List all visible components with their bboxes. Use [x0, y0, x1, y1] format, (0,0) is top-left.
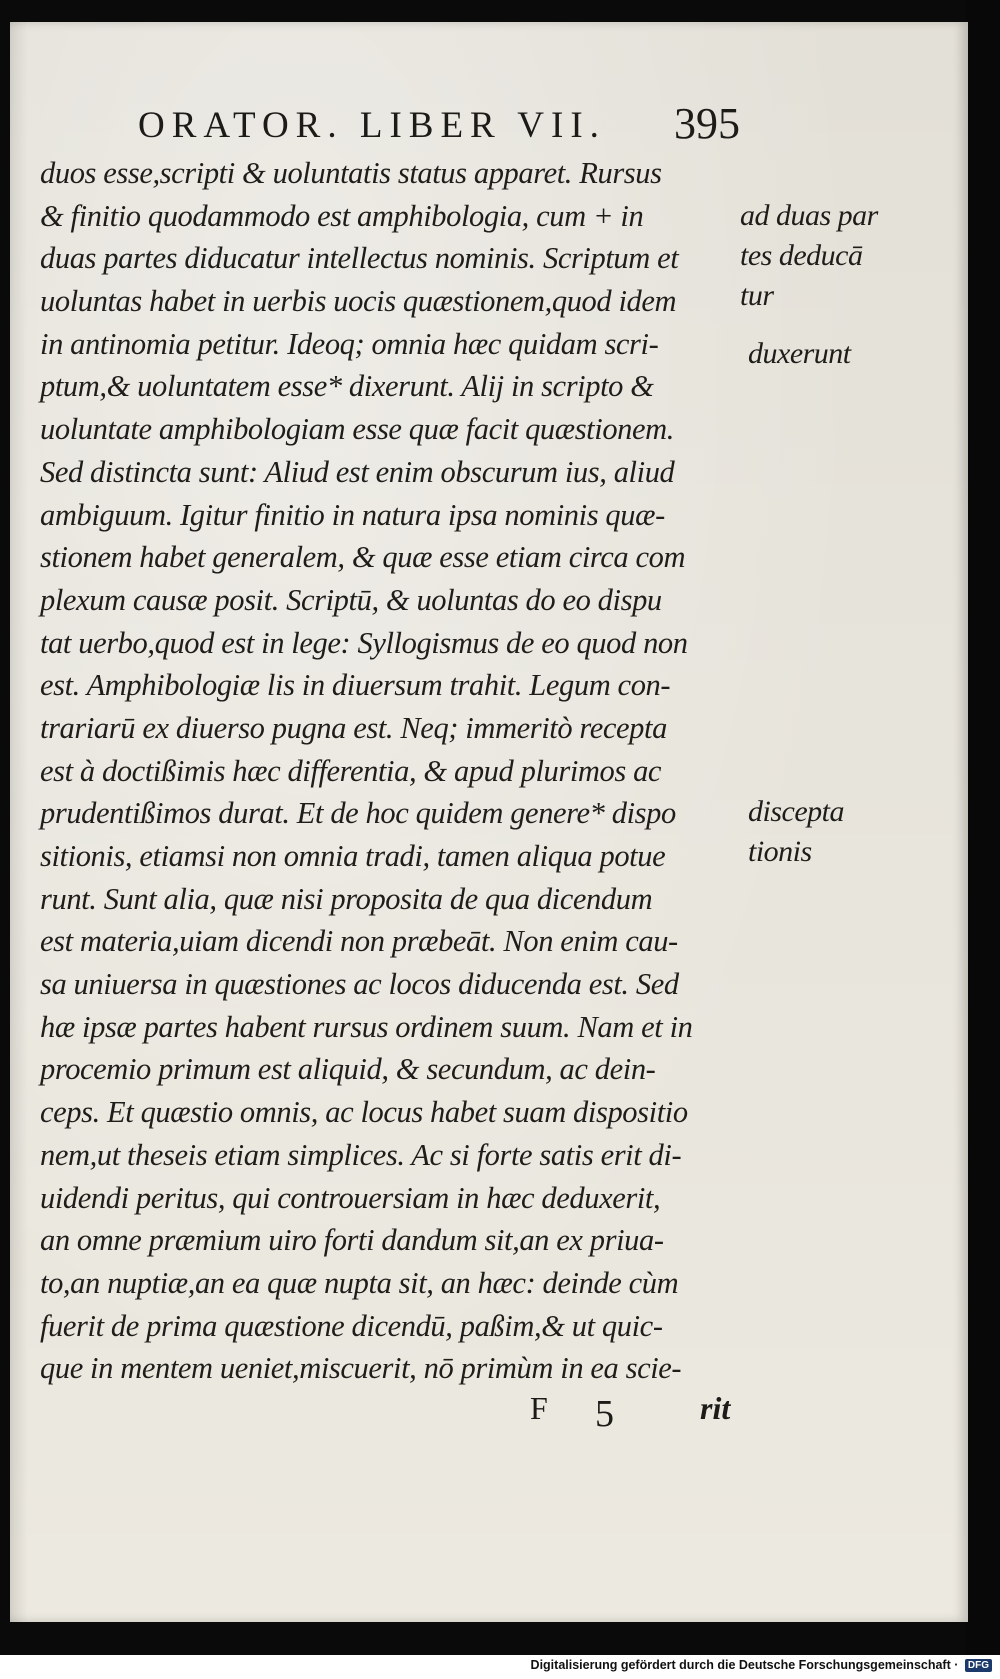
page-footer [10, 1390, 968, 1440]
text-line: in antinomia petitur. Ideoq; omnia hæc quidam scri- [40, 326, 659, 361]
text-line: est à doctißimis hæc differentia, & apud plurimos ac [40, 753, 662, 788]
text-line: sa uniuersa in quæstiones ac locos diducenda est. Sed [40, 967, 679, 1002]
text-line: plexum causæ posit. Scriptū, & uoluntas do eo dispu [40, 582, 662, 617]
margin-note-duxerunt [748, 334, 851, 374]
text-line: duos esse,scripti & uoluntatis status apparet. Rursus [40, 156, 662, 190]
text-line: ambiguum. Igitur finitio in natura ipsa nominis quæ- [40, 497, 665, 532]
credit-text: Digitalisierung gefördert durch die Deutsche Forschungsgemeinschaft · [530, 1658, 959, 1672]
text-line: Sed distincta sunt: Aliud est enim obscurum ius, aliud [40, 454, 675, 489]
text-line: uoluntate amphibologiam esse quæ facit quæstionem. [40, 412, 675, 447]
text-line: duas partes diducatur intellectus nominis. Scriptum et [40, 241, 679, 276]
signature-mark: F [530, 1390, 548, 1426]
text-line: to,an nuptiæ,an ea quæ nupta sit, an hæc: deinde cùm [40, 1265, 679, 1300]
margin-note-deducantur [740, 196, 878, 316]
page-header [10, 86, 968, 146]
margin-note-disceptationis [748, 792, 844, 872]
text-line: ptum,& uoluntatem esse* dixerunt. Alij in scripto & [40, 369, 654, 404]
text-line: sitionis, etiamsi non omnia tradi, tamen aliqua potue [40, 839, 666, 873]
margin-note-line: tur [740, 279, 774, 312]
text-line: trariarū ex diuerso pugna est. Neq; immeritò recepta [40, 710, 667, 745]
page-number: 395 [674, 99, 740, 148]
text-line: tat uerbo,quod est in lege: Syllogismus de eo quod non [40, 625, 688, 660]
running-title: ORATOR. LIBER VII. [138, 105, 606, 146]
margin-note-line: ad duas par [740, 199, 878, 232]
text-line: uoluntas habet in uerbis uocis quæstionem,quod idem [40, 284, 677, 319]
text-line: est materia,uiam dicendi non præbeāt. Non enim cau- [40, 924, 678, 959]
text-line: stionem habet generalem, & quæ esse etiam circa com [40, 540, 686, 575]
text-line: runt. Sunt alia, quæ nisi proposita de qua dicendum [40, 881, 653, 916]
text-line: ceps. Et quæstio omnis, ac locus habet suam dispositio [40, 1095, 688, 1130]
gathering-number: 5 [595, 1393, 614, 1435]
catchword: rit [700, 1390, 731, 1426]
margin-note-line: tionis [748, 835, 812, 868]
text-line: que in mentem ueniet,miscuerit, nō primùm in ea scie- [40, 1351, 682, 1386]
scan-edge [966, 0, 1000, 1655]
dfg-logo: DFG [965, 1659, 992, 1672]
text-line: an omne præmium uiro forti dandum sit,an ex priua- [40, 1223, 664, 1258]
text-line: procemio primum est aliquid, & secundum, ac dein- [40, 1052, 656, 1087]
text-line: uidendi peritus, qui controuersiam in hæc deduxerit, [40, 1180, 661, 1215]
text-line: fuerit de prima quæstione dicendū, paßim,& ut quic- [40, 1308, 663, 1343]
margin-note-line: tes deducā [740, 239, 863, 272]
text-line: & finitio quodammodo est amphibologia, cum + in [40, 198, 644, 233]
credit-bar [0, 1655, 1000, 1679]
text-line: est. Amphibologiæ lis in diuersum trahit. Legum con- [40, 668, 671, 703]
book-page [10, 22, 968, 1622]
funding-credit [531, 1658, 992, 1672]
margin-note-line: duxerunt [748, 337, 851, 370]
text-line: nem,ut theseis etiam simplices. Ac si forte satis erit di- [40, 1137, 682, 1172]
body-text [40, 152, 760, 1390]
text-line: prudentißimos durat. Et de hoc quidem genere* dispo [40, 796, 676, 831]
margin-note-line: discepta [748, 795, 844, 828]
text-line: hæ ipsæ partes habent rursus ordinem suum. Nam et in [40, 1009, 693, 1044]
